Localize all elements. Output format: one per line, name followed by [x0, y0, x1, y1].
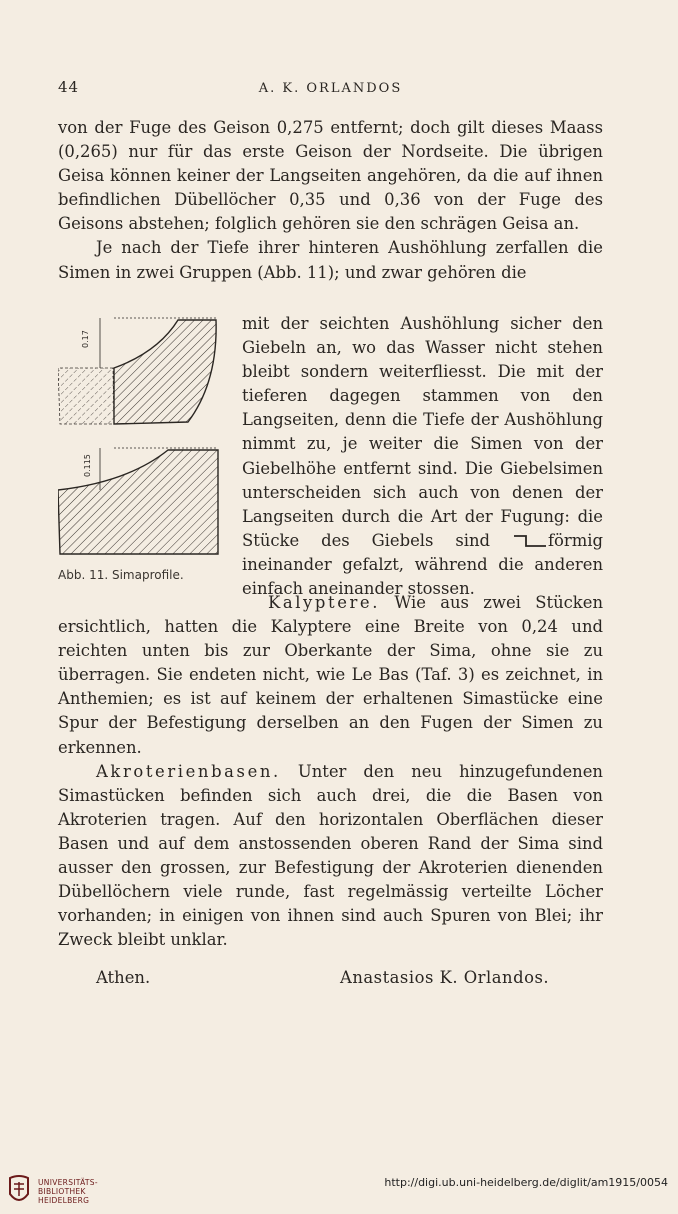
body-block-top — [58, 116, 603, 285]
dim-label-top: 0.17 — [81, 330, 90, 348]
running-head: A. K. ORLANDOS — [258, 81, 403, 96]
library-name-3: HEIDELBERG — [38, 1196, 90, 1205]
body-block-bottom — [58, 591, 603, 952]
paragraph-geison: von der Fuge des Geison 0,275 entfernt; doch gilt dieses Maass (0,265) nur für das erste Geison der Nordseite. Die übrigen Geisa können keiner der Langseiten angehören, da die auf ihnen befindlichen Dübellöcher 0,35 und 0,36 von der Fuge des Geisons abstehen; folglich gehören sie den schrägen Geisa an. — [58, 118, 603, 234]
library-logo[interactable] — [8, 1170, 118, 1210]
kalyptere-rest: ersichtlich, hatten die Kalyptere eine Breite von 0,24 und reichten unten bis zur Oberkante der Sima, ohne sie zu überragen. Sie endeten nicht, wie Le Bas (Taf. 3) es zeichnet, in Anthemien; es ist auf keinem der erhaltenen Simastücke eine Spur der Befestigung derselben an den Fugen der Simen zu erkennen. — [58, 617, 603, 757]
page-header — [58, 78, 603, 100]
heading-akroterien: Akroterienbasen. — [96, 761, 281, 781]
signature-place: Athen. — [96, 968, 151, 987]
paragraph-simen-side: mit der seichten Aushöhlung sicher den Giebeln an, wo das Wasser nicht stehen bleibt sondern weiterfliesst. Die mit der tieferen dagegen stammen von den Langseiten, denn die Tiefe der Aushöhlung nimmt zu, je weiter die Simen von der Giebelhöhe entfernt sind. Die Giebelsimen unterscheiden sich auch von denen der Langseiten durch die Art der Fugung: die Stücke des Giebels sind — [242, 314, 603, 550]
signature-author: Anastasios K. Orlandos. — [340, 968, 550, 987]
paragraph-akroterien — [58, 760, 603, 953]
dim-label-bottom: 0.115 — [83, 454, 92, 477]
joint-symbol-icon — [512, 532, 548, 548]
figure-caption: Abb. 11. Simaprofile. — [58, 568, 184, 582]
paragraph-simen-side-end: förmig ineinander gefalzt, während die anderen einfach aneinander stossen. — [242, 530, 603, 599]
side-text — [242, 312, 603, 601]
figure-simaprofile — [58, 312, 233, 597]
paragraph-kalyptere — [58, 591, 603, 760]
source-url-link[interactable]: http://digi.ub.uni-heidelberg.de/diglit/am1915/0054 — [384, 1176, 668, 1189]
simaprofile-drawing — [58, 312, 233, 562]
paragraph-simen-lead: Je nach der Tiefe ihrer hinteren Aushöhlung zerfallen die Simen in zwei Gruppen (Abb. 11); und zwar gehören die — [58, 238, 603, 282]
library-name-2: BIBLIOTHEK — [38, 1187, 86, 1196]
kalyptere-side: Wie aus zwei Stücken — [394, 593, 603, 612]
page-number: 44 — [58, 78, 80, 96]
heading-kalyptere: Kalyptere. — [268, 593, 381, 612]
akroterien-text: Unter den neu hinzugefundenen Simastücken befinden sich auch drei, die die Basen von Akroterien tragen. Auf den horizontalen Oberflächen dieser Basen und auf dem anstossenden oberen Rand der Sima sind ausser den grossen, zur Befestigung der Akroterien dienenden Dübellöchern viele runde, fast regelmässig verteilte Löcher vorhanden; in einigen von ihnen sind auch Spuren von Blei; ihr Zweck bleibt unklar. — [58, 761, 603, 950]
library-seal-icon — [8, 1174, 30, 1206]
library-name-1: UNIVERSITÄTS- — [38, 1178, 98, 1187]
